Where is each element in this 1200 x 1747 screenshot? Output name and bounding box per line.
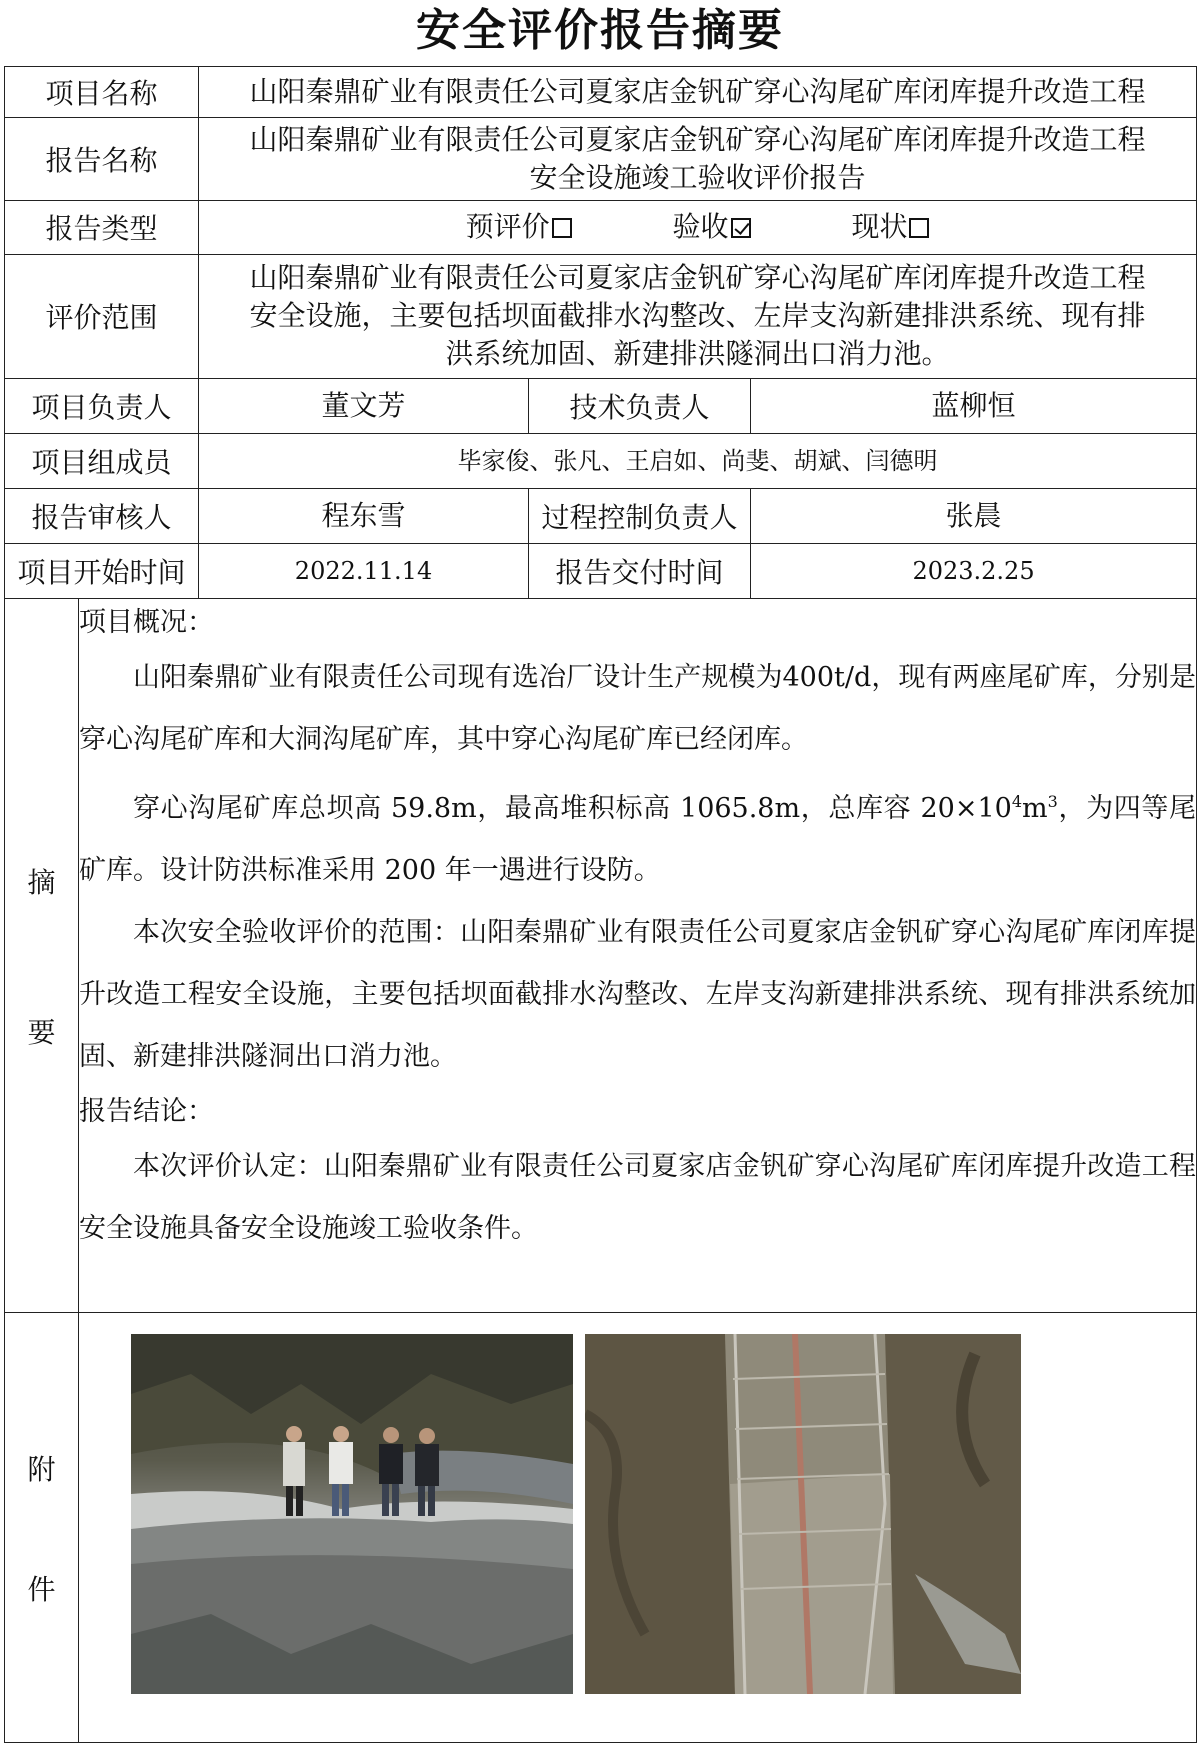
scope-label: 评价范围: [5, 254, 199, 378]
process-label: 过程控制负责人: [529, 488, 751, 543]
report-type-options: [199, 200, 1197, 254]
scope-line1: 山阳秦鼎矿业有限责任公司夏家店金钒矿穿心沟尾矿库闭库提升改造工程: [249, 261, 1146, 295]
reviewer-label: 报告审核人: [5, 488, 199, 543]
site-inspection-photo: [131, 1334, 573, 1694]
scope-value: [199, 254, 1197, 378]
summary-content: [79, 598, 1197, 1312]
members-value: 毕家俊、张凡、王启如、尚斐、胡斌、闫德明: [199, 433, 1197, 488]
start-label: 项目开始时间: [5, 543, 199, 598]
option-pre-evaluation[interactable]: 预评价: [466, 208, 572, 246]
attachment-side-label: [5, 1313, 79, 1743]
attachment-label-top: 附: [27, 1452, 56, 1486]
overview-heading: 项目概况：: [79, 606, 214, 638]
leader-label: 项目负责人: [5, 378, 199, 433]
summary-label-bottom: 要: [27, 1015, 56, 1049]
project-name-value: 山阳秦鼎矿业有限责任公司夏家店金钒矿穿心沟尾矿库闭库提升改造工程: [199, 67, 1197, 118]
process-value: 张晨: [751, 488, 1197, 543]
aerial-dam-photo: [585, 1334, 1021, 1694]
checkbox-empty-icon[interactable]: [552, 218, 572, 238]
report-type-label: 报告类型: [5, 200, 199, 254]
overview-paragraph-1: 山阳秦鼎矿业有限责任公司现有选冶厂设计生产规模为400t/d，现有两座尾矿库，分别是穿心沟尾矿库和大洞沟尾矿库，其中穿心沟尾矿库已经闭库。: [79, 661, 1197, 755]
scope-line2: 安全设施，主要包括坝面截排水沟整改、左岸支沟新建排洪系统、现有排: [249, 299, 1146, 333]
attachment-photos: [79, 1313, 1197, 1743]
tech-leader-label: 技术负责人: [529, 378, 751, 433]
summary-side-label: [5, 598, 79, 1312]
option-acceptance[interactable]: 验收: [673, 208, 751, 246]
leader-value: 董文芳: [199, 378, 529, 433]
summary-table: [4, 66, 1197, 1743]
attachment-label-bottom: 件: [27, 1572, 56, 1606]
conclusion-paragraph: 本次评价认定：山阳秦鼎矿业有限责任公司夏家店金钒矿穿心沟尾矿库闭库提升改造工程安全设施具备安全设施竣工验收条件。: [79, 1150, 1197, 1244]
deliver-value: 2023.2.25: [751, 543, 1197, 598]
tech-leader-value: 蓝柳恒: [751, 378, 1197, 433]
members-label: 项目组成员: [5, 433, 199, 488]
report-name-line1: 山阳秦鼎矿业有限责任公司夏家店金钒矿穿心沟尾矿库闭库提升改造工程: [249, 122, 1146, 156]
start-value: 2022.11.14: [199, 543, 529, 598]
page-title: 安全评价报告摘要: [416, 5, 784, 56]
report-name-line2: 安全设施竣工验收评价报告: [529, 160, 866, 194]
conclusion-heading: 报告结论：: [79, 1095, 214, 1127]
checkbox-empty-icon[interactable]: [909, 218, 929, 238]
option-status[interactable]: 现状: [851, 208, 929, 246]
summary-label-top: 摘: [27, 865, 56, 899]
report-name-value: [199, 117, 1197, 200]
report-name-label: 报告名称: [5, 117, 199, 200]
project-name-label: 项目名称: [5, 67, 199, 118]
reviewer-value: 程东雪: [199, 488, 529, 543]
overview-paragraph-2: 穿心沟尾矿库总坝高 59.8m，最高堆积标高 1065.8m，总库容 $20\times 10^4m^3$，为四等尾矿库。设计防洪标准采用 200 年一遇进行设防。: [79, 791, 1197, 886]
scope-paragraph: 本次安全验收评价的范围：山阳秦鼎矿业有限责任公司夏家店金钒矿穿心沟尾矿库闭库提升改造工程安全设施，主要包括坝面截排水沟整改、左岸支沟新建排洪系统、现有排洪系统加固、新建排洪隧洞出口消力池。: [79, 916, 1197, 1072]
deliver-label: 报告交付时间: [529, 543, 751, 598]
scope-line3: 洪系统加固、新建排洪隧洞出口消力池。: [445, 337, 950, 371]
checkbox-checked-icon[interactable]: [731, 218, 751, 238]
